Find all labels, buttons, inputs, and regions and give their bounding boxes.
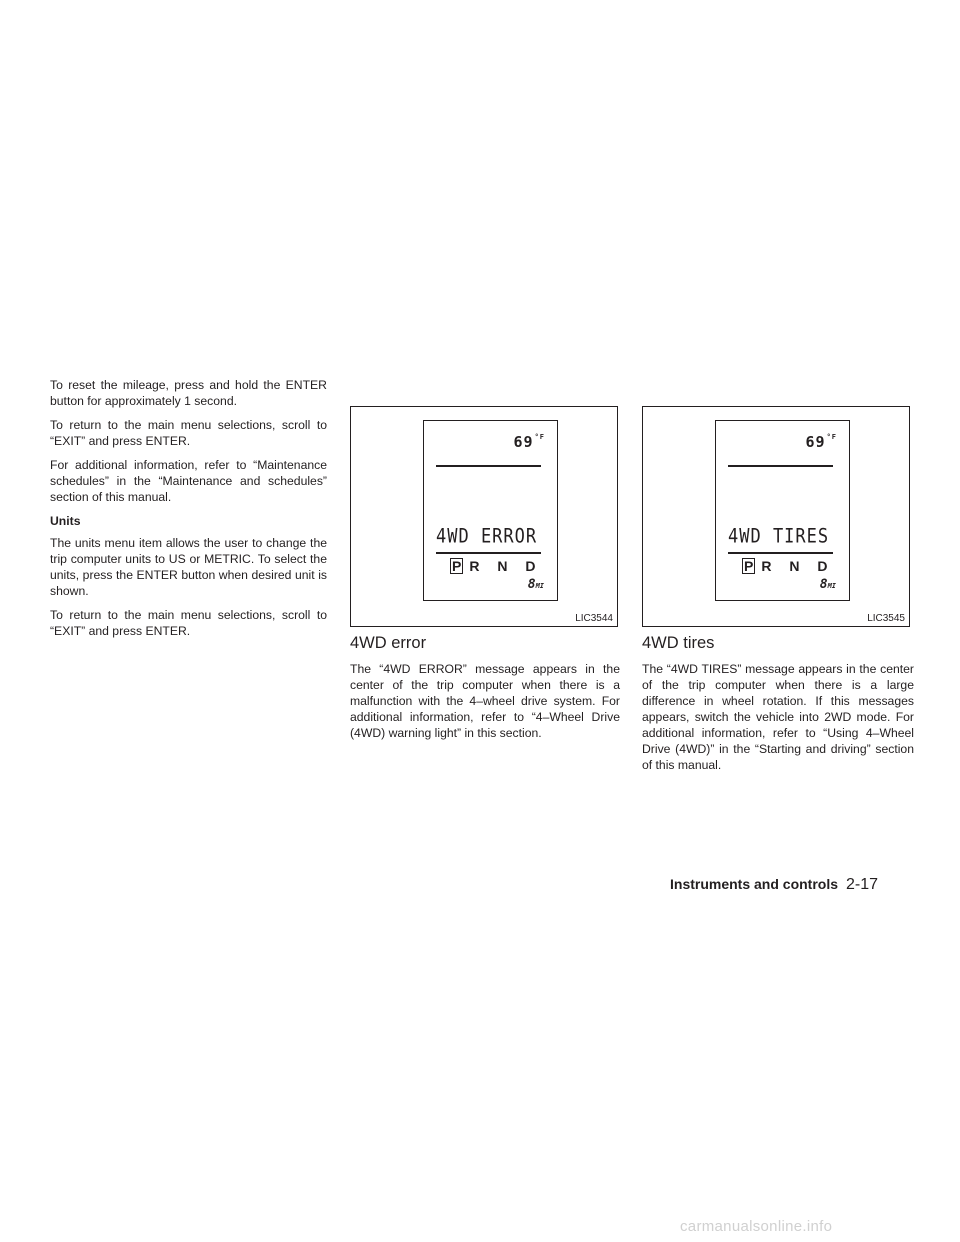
section-heading-4wd-error: 4WD error — [350, 634, 427, 652]
display-message: 4WD TIRES — [728, 525, 830, 548]
page-footer — [670, 876, 878, 894]
4wd-tires-paragraph: The “4WD TIRES” message appears in the center of the trip computer when there is a large difference in wheel rotation. If this messages appears, switch the vehicle into 2WD mode. For additional information, refer to “Using 4–Wheel Drive (4WD)” in the “Starting and driving” section of this manual. — [642, 662, 914, 772]
left-column — [50, 377, 327, 647]
figure-label: LIC3544 — [575, 613, 613, 624]
return-main-menu-paragraph: To return to the main menu selections, scroll to “EXIT” and press ENTER. — [50, 418, 327, 448]
figure-4wd-error — [350, 406, 618, 627]
odometer-readout: 8MI — [819, 577, 836, 592]
trip-computer-display — [423, 420, 558, 601]
figure-label: LIC3545 — [867, 613, 905, 624]
additional-info-paragraph: For additional information, refer to “Maintenance schedules” in the “Maintenance and schedules” section of this manual. — [50, 458, 327, 504]
gear-indicator: P R N D — [452, 558, 543, 574]
display-divider — [436, 465, 541, 467]
display-divider — [728, 465, 833, 467]
park-indicator: P — [452, 558, 462, 574]
right-column — [642, 377, 914, 781]
middle-column — [350, 377, 620, 749]
display-divider — [436, 552, 541, 554]
section-title: Instruments and controls — [670, 876, 839, 892]
reset-mileage-paragraph: To reset the mileage, press and hold the ENTER button for approximately 1 second. — [50, 378, 327, 408]
display-message: 4WD ERROR — [436, 525, 538, 548]
page-number: 2-17 — [846, 876, 879, 893]
4wd-error-paragraph: The “4WD ERROR” message appears in the center of the trip computer when there is a malfunction with the 4–wheel drive system. For additional information, refer to “4–Wheel Drive (4WD) warning light” in this section. — [350, 662, 620, 740]
units-paragraph: The units menu item allows the user to change the trip computer units to US or METRIC. To select the units, press the ENTER button when desired unit is shown. — [50, 536, 327, 598]
units-return-paragraph: To return to the main menu selections, scroll to “EXIT” and press ENTER. — [50, 608, 327, 638]
odometer-readout: 8MI — [527, 577, 544, 592]
display-divider — [728, 552, 833, 554]
watermark: carmanualsonline.info — [680, 1218, 833, 1235]
outside-temperature: $69^{^\circ F}$ — [513, 433, 545, 451]
gear-indicator: P R N D — [744, 558, 835, 574]
section-heading-4wd-tires: 4WD tires — [642, 634, 715, 652]
park-indicator: P — [744, 558, 754, 574]
figure-4wd-tires — [642, 406, 910, 627]
outside-temperature: $69^{^\circ F}$ — [805, 433, 837, 451]
trip-computer-display — [715, 420, 850, 601]
units-subheading: Units — [50, 514, 81, 528]
